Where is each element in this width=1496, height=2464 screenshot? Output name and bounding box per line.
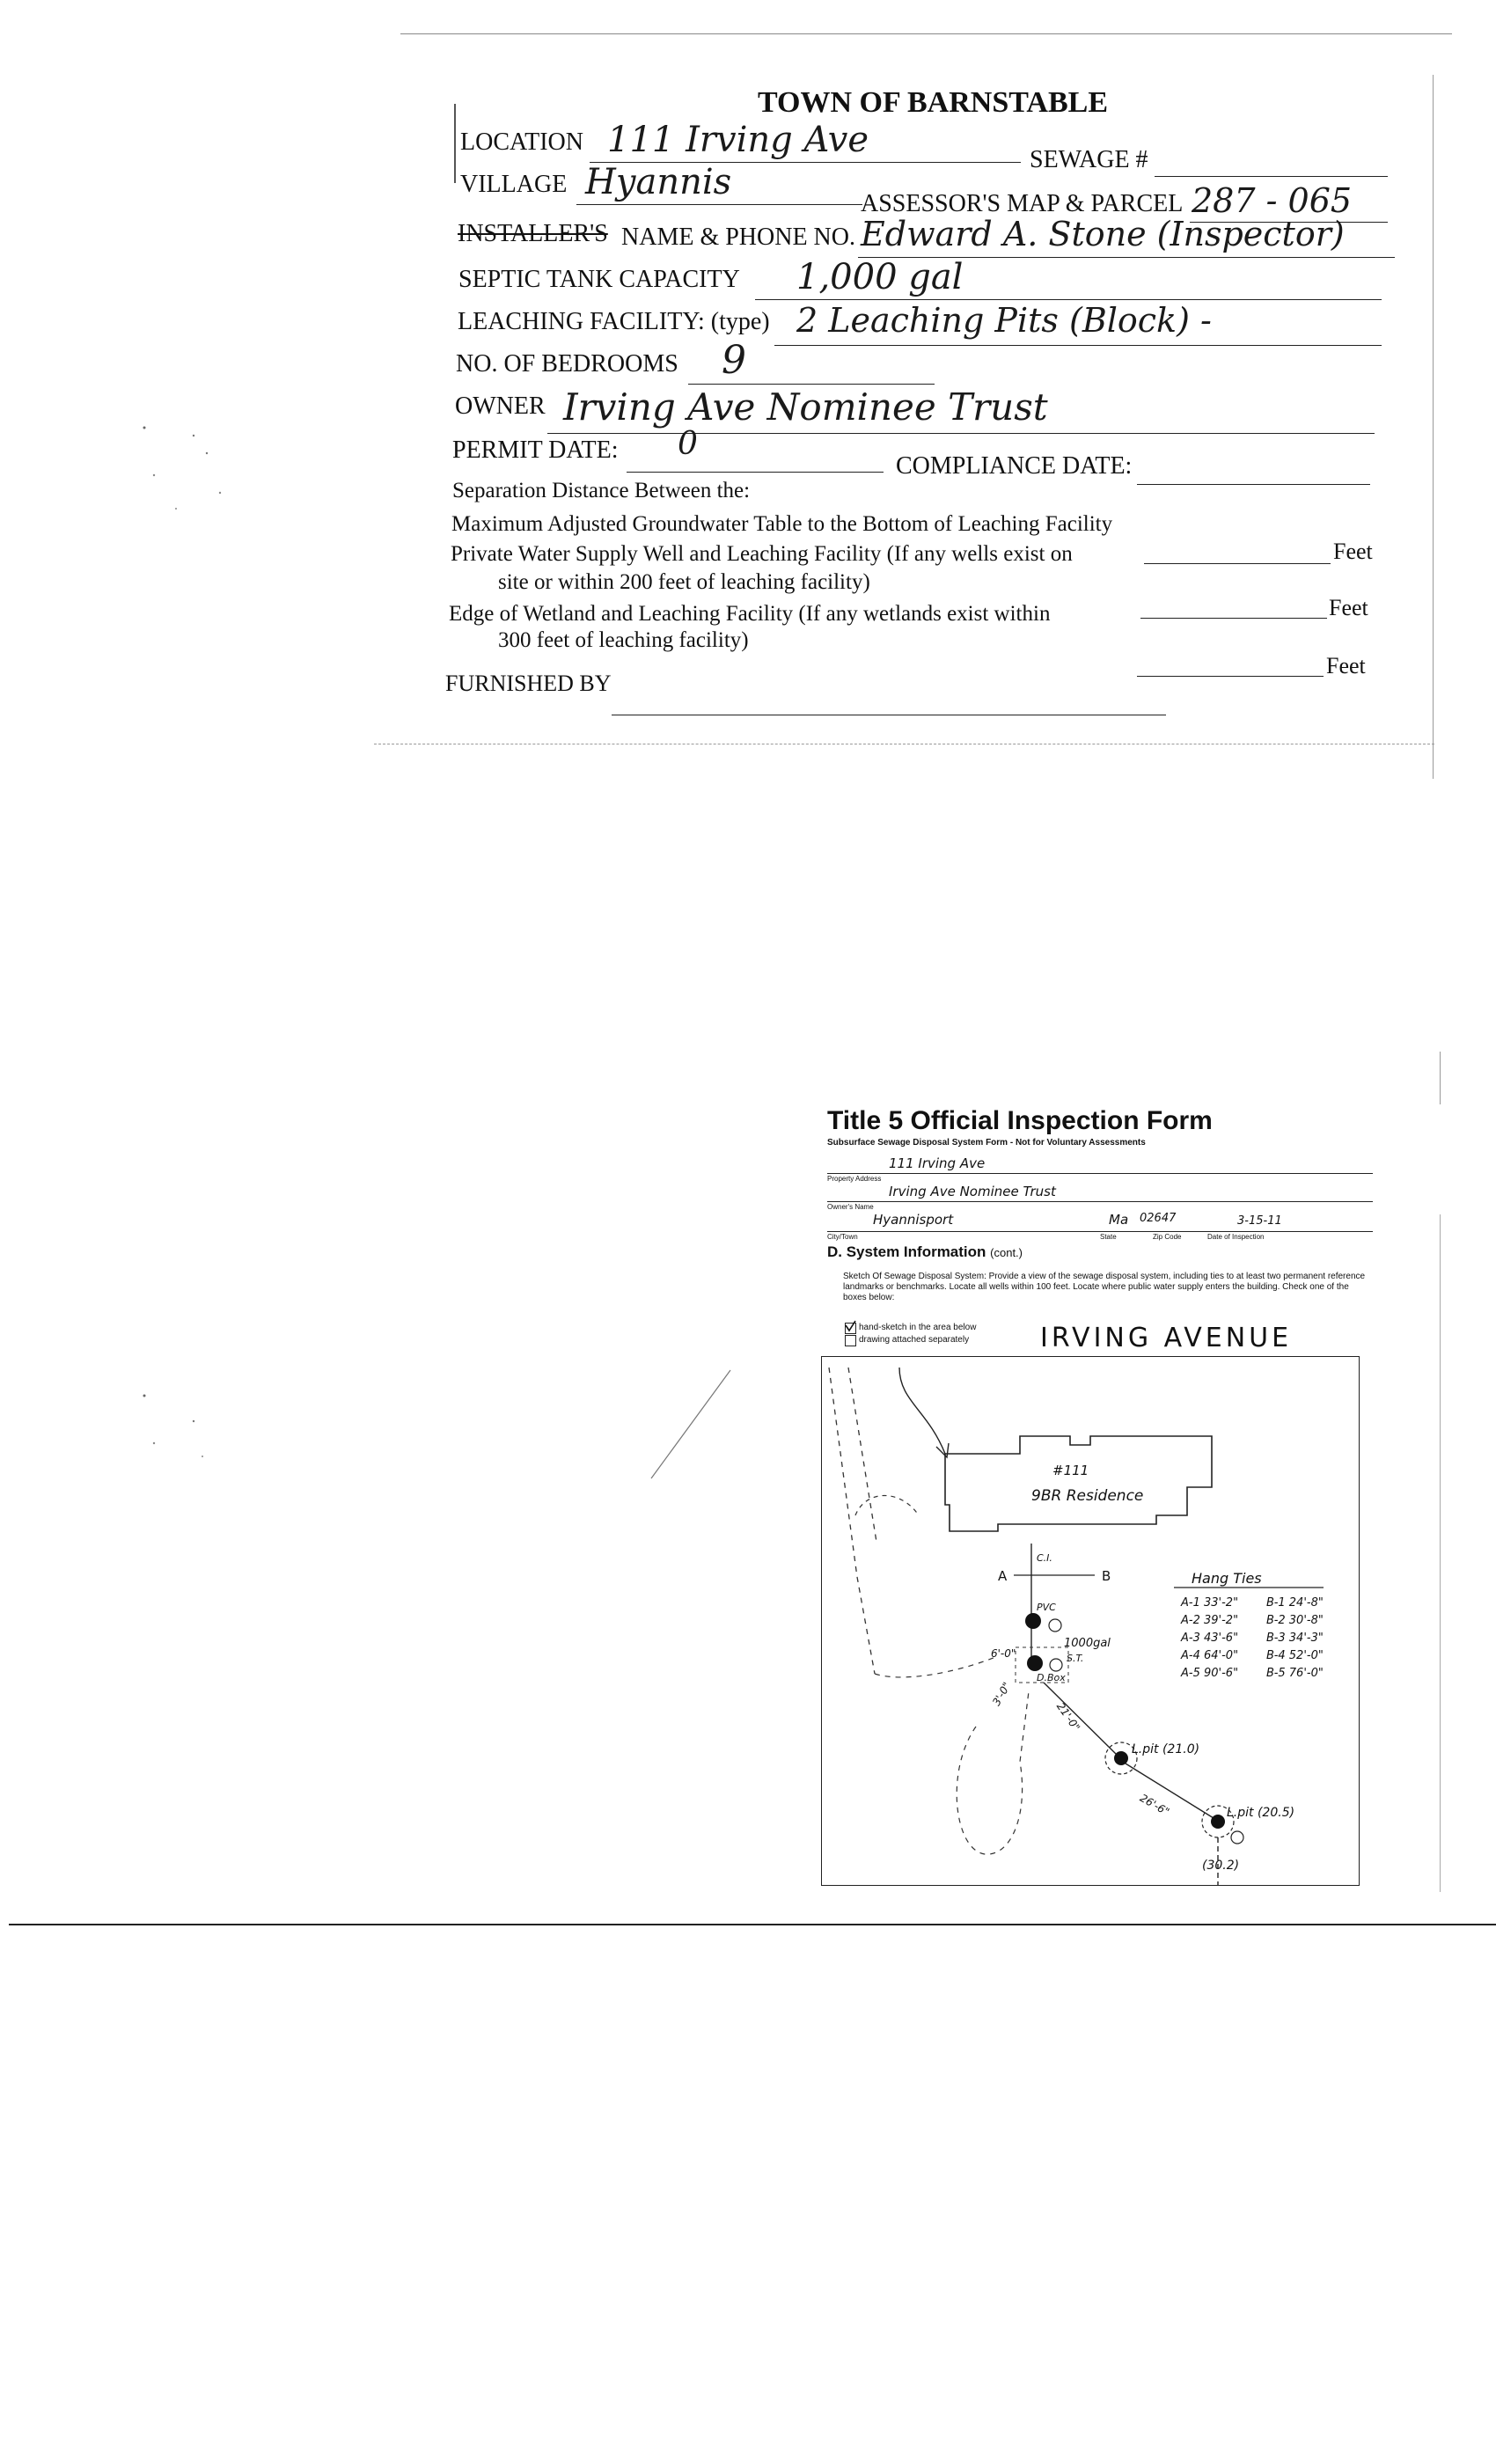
check-icon [844, 1320, 856, 1332]
date-value: 3-15-11 [1237, 1214, 1282, 1228]
sep3-feet: Feet [1326, 653, 1366, 678]
permit-label: PERMIT DATE: [452, 436, 619, 464]
compliance-label: COMPLIANCE DATE: [896, 452, 1133, 480]
sewage-label: SEWAGE # [1030, 146, 1148, 173]
sep3-line1: Edge of Wetland and Leaching Facility (If any wetlands exist within [449, 602, 1051, 626]
scan-specks-2 [141, 1382, 229, 1470]
village-line [576, 204, 862, 205]
title5-form [818, 1087, 1382, 1896]
furnished-label: FURNISHED BY [445, 671, 612, 696]
sep2-line [1140, 618, 1327, 619]
sketch-dist4: 26'-6" [1137, 1791, 1172, 1819]
city-label: City/Town [827, 1233, 858, 1241]
section-heading-text: D. System Information [827, 1243, 986, 1260]
sep2-line1: Private Water Supply Well and Leaching Facility (If any wells exist on [451, 542, 1073, 566]
septic-label: SEPTIC TANK CAPACITY [458, 266, 740, 293]
owner-name-label: Owner's Name [827, 1203, 874, 1211]
location-label: LOCATION [460, 128, 583, 156]
ties-column-b [1266, 1595, 1324, 1683]
scan-border-top [400, 33, 1452, 34]
installer-value: Edward A. Stone (Inspector) [861, 215, 1345, 253]
property-address-label: Property Address [827, 1175, 882, 1183]
leaching-line [774, 345, 1382, 346]
sketch-pit2: L.pit (20.5) [1227, 1806, 1295, 1820]
zip-label: Zip Code [1153, 1233, 1182, 1241]
sketch-dist1: 6'-0" [991, 1647, 1016, 1660]
permit-value: 0 [678, 426, 698, 462]
checkbox2-label: drawing attached separately [859, 1335, 970, 1345]
sketch-residence: 9BR Residence [1031, 1487, 1144, 1505]
sep3-line2: 300 feet of leaching facility) [498, 628, 749, 652]
tie-a-1: A-1 33'-2" [1181, 1596, 1239, 1610]
stray-mark [647, 1368, 735, 1483]
checkbox-hand-sketch[interactable] [845, 1323, 856, 1334]
state-value: Ma [1109, 1212, 1129, 1228]
tie-b-1: B-1 24'-8" [1266, 1596, 1324, 1610]
property-address-line [827, 1173, 1373, 1174]
sketch-bottom-label: (30.2) [1202, 1859, 1240, 1873]
date-label: Date of Inspection [1207, 1233, 1265, 1241]
right-margin-mark [1440, 1052, 1441, 1104]
owner-value: Irving Ave Nominee Trust [563, 385, 1048, 429]
owner-line [547, 433, 1375, 434]
city-line [827, 1231, 1373, 1232]
section-heading [827, 1243, 1023, 1261]
sketch-dist3: 21'-0" [1053, 1700, 1083, 1734]
tie-b-2: B-2 30'-8" [1266, 1614, 1324, 1627]
leaching-value: 2 Leaching Pits (Block) - [796, 301, 1212, 340]
sketch-point-a: A [998, 1568, 1008, 1584]
bedrooms-value: 9 [722, 338, 746, 383]
sep2-feet: Feet [1329, 595, 1368, 620]
property-address-value: 111 Irving Ave [889, 1155, 986, 1171]
installer-struck: INSTALLER'S [458, 220, 608, 247]
sep1-feet: Feet [1333, 539, 1373, 564]
leaching-label: LEACHING FACILITY: (type) [458, 308, 770, 335]
assessor-value: 287 - 065 [1192, 181, 1353, 220]
speck-graphic-2 [141, 1382, 229, 1470]
state-label: State [1100, 1233, 1117, 1241]
street-name: IRVING AVENUE [1040, 1323, 1293, 1353]
tie-b-5: B-5 76'-0" [1266, 1667, 1324, 1680]
bedrooms-line [688, 384, 935, 385]
title5-title: Title 5 Official Inspection Form [827, 1106, 1213, 1135]
separation-heading: Separation Distance Between the: [452, 479, 751, 502]
sewage-line [1155, 176, 1388, 177]
sketch-pvc: PVC [1037, 1602, 1056, 1613]
tie-a-2: A-2 39'-2" [1181, 1614, 1239, 1627]
sketch-dist2: 3'-0" [990, 1680, 1014, 1708]
scan-specks [141, 414, 317, 519]
location-value: 111 Irving Ave [607, 120, 869, 160]
sketch-pit1: L.pit (21.0) [1132, 1742, 1200, 1756]
permit-line [627, 472, 884, 473]
checkbox-drawing-attached[interactable] [845, 1335, 856, 1346]
right-margin-mark-2 [1440, 1214, 1441, 1892]
scan-border-right [1433, 75, 1434, 779]
tie-a-4: A-4 64'-0" [1181, 1649, 1239, 1662]
title5-subtitle: Subsurface Sewage Disposal System Form - Not for Voluntary Assessments [827, 1138, 1146, 1148]
sketch-area [821, 1356, 1360, 1886]
compliance-line [1137, 484, 1370, 485]
stray-mark-graphic [647, 1368, 735, 1483]
city-value: Hyannisport [873, 1212, 954, 1228]
owner-label: OWNER [455, 392, 546, 420]
sketch-house-number: #111 [1052, 1463, 1089, 1478]
village-value: Hyannis [585, 162, 732, 202]
sketch-ties-heading: Hang Ties [1192, 1570, 1262, 1587]
village-label: VILLAGE [460, 171, 568, 198]
owner-name-value: Irving Ave Nominee Trust [889, 1184, 1056, 1199]
sep1-text: Maximum Adjusted Groundwater Table to the Bottom of Leaching Facility [451, 512, 1113, 536]
speck-graphic [141, 414, 317, 519]
tie-a-5: A-5 90'-6" [1181, 1667, 1239, 1680]
card-title: TOWN OF BARNSTABLE [757, 86, 1108, 119]
section-heading-cont: (cont.) [990, 1246, 1023, 1259]
owner-name-line [827, 1201, 1373, 1202]
zip-value: 02647 [1140, 1212, 1177, 1225]
assessor-label: ASSESSOR'S MAP & PARCEL [861, 190, 1184, 217]
septic-value: 1,000 gal [796, 257, 964, 297]
tie-b-4: B-4 52'-0" [1266, 1649, 1324, 1662]
sketch-st: S.T. [1067, 1653, 1084, 1664]
checkbox1-label: hand-sketch in the area below [859, 1323, 977, 1332]
installer-label: NAME & PHONE NO. [621, 224, 855, 251]
ties-column-a [1181, 1595, 1238, 1683]
sep2-line2: site or within 200 feet of leaching facility) [498, 570, 870, 594]
tie-a-3: A-3 43'-6" [1181, 1632, 1239, 1645]
sketch-tank: 1000gal [1064, 1637, 1111, 1650]
sep3-line [1137, 676, 1324, 677]
sketch-ci: C.I. [1037, 1552, 1052, 1564]
page-rule [9, 1924, 1496, 1925]
sketch-dbox: D.Box [1037, 1672, 1066, 1683]
tie-b-3: B-3 34'-3" [1266, 1632, 1324, 1645]
instructions: Sketch Of Sewage Disposal System: Provide a view of the sewage disposal system, including ties to at least two permanent reference landmarks or benchmarks. Locate all wells within 100 feet. Locate where public water supply enters the building. Check one of the boxes below: [843, 1272, 1366, 1302]
bedrooms-label: NO. OF BEDROOMS [456, 350, 678, 378]
sketch-point-b: B [1102, 1568, 1111, 1584]
sep1-line [1144, 563, 1331, 564]
septic-line [755, 299, 1382, 300]
